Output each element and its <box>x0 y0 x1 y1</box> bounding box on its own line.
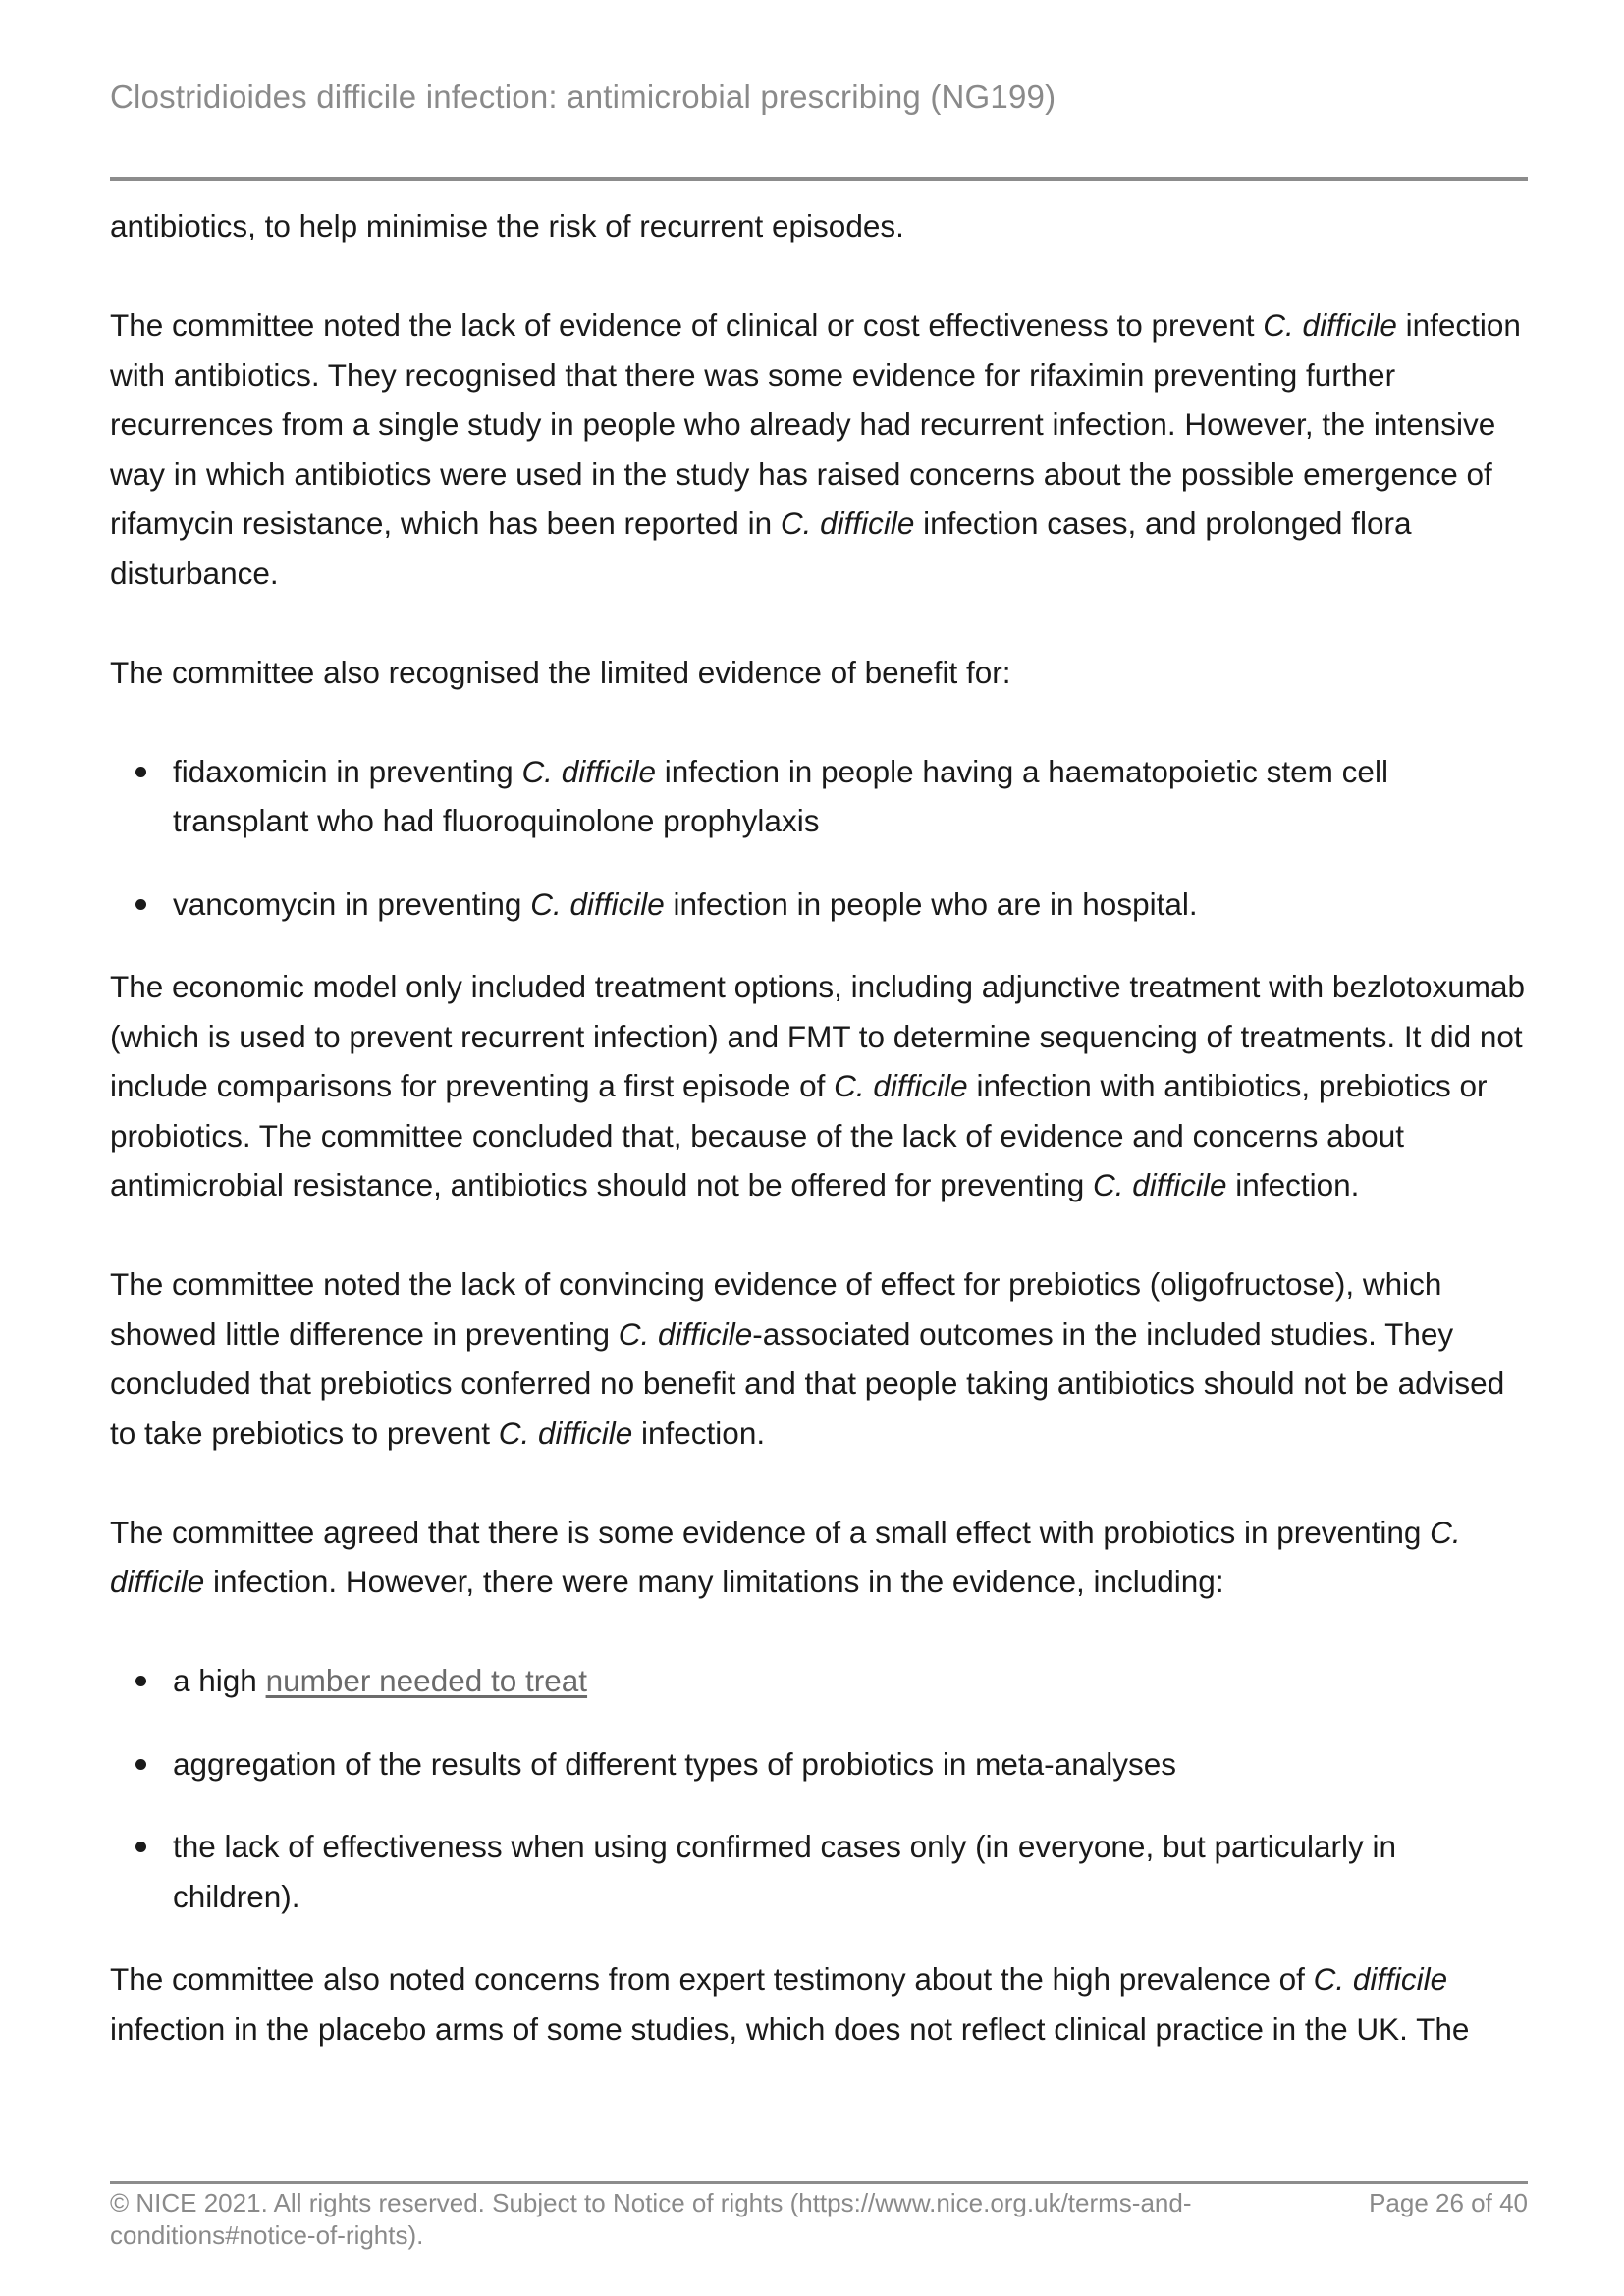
page-number: Page 26 of 40 <box>1369 2188 1528 2217</box>
text-span: infection. <box>632 1415 766 1451</box>
paragraph-continuation: antibiotics, to help minimise the risk of recurrent episodes. <box>110 208 904 243</box>
species-name: C. difficile <box>498 1415 633 1451</box>
document-body <box>110 201 1528 2104</box>
list-item <box>110 1822 1528 1921</box>
text-span: The committee also noted concerns from expert testimony about the high prevalence of <box>110 1961 1314 1997</box>
paragraph-expert-testimony <box>110 1954 1528 2054</box>
paragraph-probiotics <box>110 1508 1528 1607</box>
text-span: vancomycin in preventing <box>173 885 531 922</box>
list-item <box>110 1739 1528 1789</box>
text-span: the lack of effectiveness when using confirmed cases only (in everyone, but particularly in children). <box>173 1829 1397 1914</box>
list-item <box>110 880 1528 930</box>
text-span: The committee noted the lack of convincing evidence of effect for prebiotics (oligofructose), which showed little difference in preventing <box>110 1266 1442 1352</box>
text-span: infection cases, and prolonged flora disturbance. <box>110 506 1412 591</box>
limitations-list <box>110 1656 1528 1921</box>
species-name: C. difficile <box>1263 307 1397 343</box>
text-span: aggregation of the results of different types of probiotics in meta-analyses <box>173 1745 1176 1782</box>
text-span: -associated outcomes in the included studies. They concluded that prebiotics conferred no benefit and that people taking antibiotics should not be advised to take prebiotics to prevent <box>110 1315 1505 1451</box>
text-span: infection in the placebo arms of some studies, which does not reflect clinical practice in the UK. The <box>110 2010 1470 2047</box>
paragraph-economic-model <box>110 962 1528 1210</box>
text-span: The committee agreed that there is some evidence of a small effect with probiotics in preventing <box>110 1514 1431 1550</box>
number-needed-to-treat-link[interactable]: number needed to treat <box>265 1663 588 1698</box>
bullet-icon <box>135 899 146 910</box>
bullet-icon <box>135 1759 146 1770</box>
text-span: infection in people who are in hospital. <box>664 885 1198 922</box>
text-span: The economic model only included treatment options, including adjunctive treatment with bezlotoxumab (which is used to prevent recurrent infection) and FMT to determine sequencing of treatments. It did not include comparisons for preventing a first episode of <box>110 969 1526 1103</box>
document-title: Clostridioides difficile infection: antimicrobial prescribing (NG199) <box>110 79 1056 115</box>
copyright-notice: © NICE 2021. All rights reserved. Subject to Notice of rights (https://www.nice.org.uk/terms-and-conditions#notice-of-rights). <box>110 2188 1192 2250</box>
species-name: C. difficile <box>110 1514 1461 1599</box>
bullet-icon <box>135 1842 146 1852</box>
header-divider <box>110 177 1528 181</box>
list-item <box>110 1656 1528 1706</box>
text-span: a high <box>173 1663 266 1698</box>
species-name: C. difficile <box>834 1068 968 1103</box>
paragraph-prebiotics <box>110 1259 1528 1458</box>
species-name: C. difficile <box>618 1315 753 1352</box>
species-name: C. difficile <box>1313 1961 1448 1997</box>
species-name: C. difficile <box>530 885 665 922</box>
paragraph-limited-evidence: The committee also recognised the limited evidence of benefit for: <box>110 654 1011 690</box>
text-span: infection. However, there were many limitations in the evidence, including: <box>204 1564 1224 1599</box>
text-span: infection. <box>1226 1167 1360 1202</box>
species-name: C. difficile <box>521 753 656 789</box>
bullet-icon <box>135 1676 146 1686</box>
bullet-icon <box>135 767 146 777</box>
footer-divider <box>110 2181 1528 2184</box>
species-name: C. difficile <box>1093 1167 1227 1202</box>
text-span: infection with antibiotics. They recognised that there was some evidence for rifaximin preventing further recurrences from a single study in people who already had recurrent infection. However, the intensive way in which antibiotics were used in the study has raised concerns about the possible emergence of rifamycin resistance, which has been reported in <box>110 307 1521 541</box>
list-item <box>110 747 1528 846</box>
text-span: infection with antibiotics, prebiotics or probiotics. The committee concluded that, because of the lack of evidence and concerns about antimicrobial resistance, antibiotics should not be offered for preventing <box>110 1068 1488 1202</box>
text-span: The committee noted the lack of evidence of clinical or cost effectiveness to prevent <box>110 307 1264 343</box>
text-span: fidaxomicin in preventing <box>173 753 522 789</box>
paragraph-rifaximin <box>110 300 1528 598</box>
limited-evidence-list <box>110 747 1528 930</box>
text-span: infection in people having a haematopoietic stem cell transplant who had fluoroquinolone prophylaxis <box>173 753 1388 838</box>
species-name: C. difficile <box>780 506 915 541</box>
